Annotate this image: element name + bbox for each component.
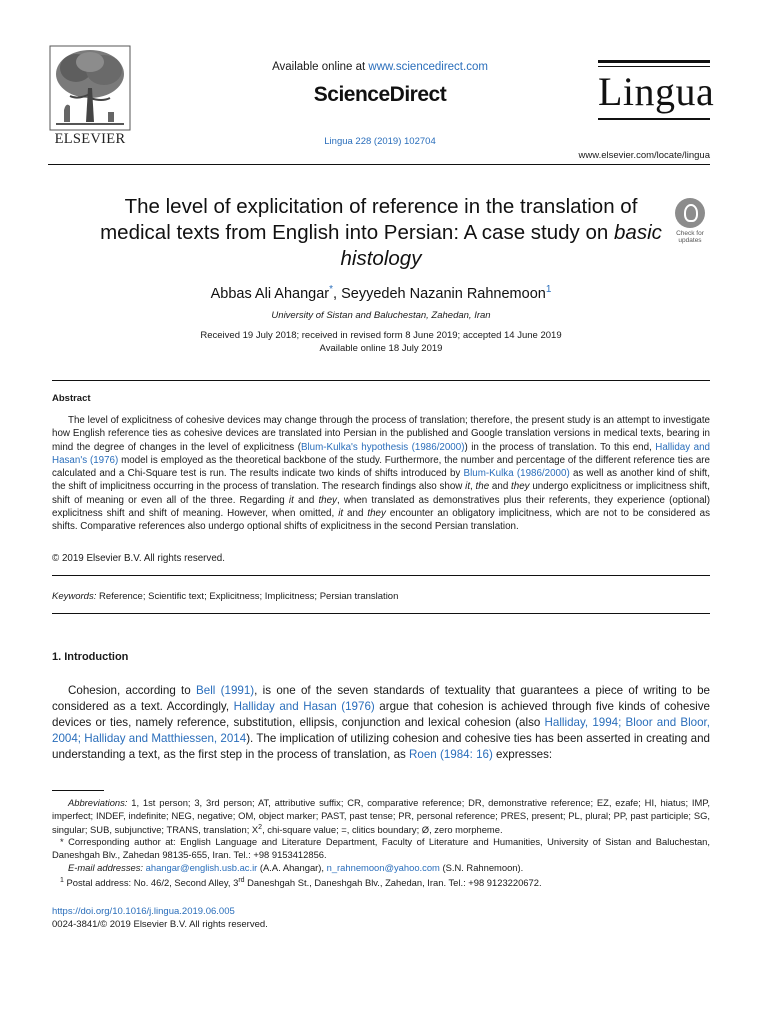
masthead-rule-top: [598, 60, 710, 63]
footnote-mark: *: [60, 836, 64, 847]
email-link[interactable]: ahangar@english.usb.ac.ir: [145, 862, 258, 873]
postal-footnote: [52, 875, 710, 890]
abstract-heading: Abstract: [52, 393, 91, 404]
abstract-top-rule: [52, 380, 710, 381]
abstract-italic: they: [511, 481, 530, 493]
footnote-span: (S.N. Rahnemoon).: [439, 862, 524, 873]
body-span: Cohesion, according to: [68, 684, 197, 697]
abstract-bottom-rule: [52, 613, 710, 614]
author-name: Seyyedeh Nazanin Rahnemoon: [341, 285, 546, 302]
title-italic: basic histology: [340, 221, 662, 270]
abstract-copyright: © 2019 Elsevier B.V. All rights reserved.: [52, 553, 225, 564]
footnote-span: (A.A. Ahangar),: [257, 862, 327, 873]
footnote-rule: [52, 790, 104, 791]
journal-url[interactable]: www.elsevier.com/locate/lingua: [578, 150, 710, 161]
issn-copyright: 0024-3841/© 2019 Elsevier B.V. All rights reserved.: [52, 919, 268, 930]
abstract-italic: it: [338, 508, 344, 520]
publisher-name: ELSEVIER: [54, 131, 126, 147]
abstract-italic: the: [475, 481, 490, 493]
volume-citation[interactable]: Lingua 228 (2019) 102704: [324, 136, 436, 147]
footnote-span: Corresponding author at: English Language and Literature Department, Faculty of Literature and Humanities, University of Sistan and Baluchestan, Daneshgah Blv., Zahedan 98135-655, Iran. Tel.: +98 9153412856.: [52, 836, 710, 860]
abstract-text: [52, 414, 710, 534]
received-dates: Received 19 July 2018; received in revised form 8 June 2019; accepted 14 June 2019: [200, 330, 562, 341]
citation-link[interactable]: Bell (1991): [196, 684, 255, 697]
abstract-span: and: [343, 508, 368, 520]
keywords-label: Keywords:: [52, 591, 97, 602]
citation-link[interactable]: Halliday and Hasan's (1976): [52, 441, 710, 466]
footnote-span: Daneshgah St., Daneshgah Blv., Zahedan, Iran. Tel.: +98 9123220672.: [244, 877, 542, 889]
author-name: Abbas Ali Ahangar: [210, 285, 330, 302]
footnote-span: , chi-square value; =, clitics boundary; Ø, zero morpheme.: [262, 824, 503, 836]
title-text: The level of explicitation of reference in the translation of medical texts from English into Persian: A case study on: [100, 195, 638, 244]
abstract-span: model is employed as the theoretical backbone of the study. Furthermore, the number and percentage of the different reference ties are calculated and a Chi-Square test is run. The results indicate two kinds of shifts introduced by: [52, 454, 710, 480]
abstract-span: ,: [470, 481, 476, 493]
abstract-mid-rule: [52, 575, 710, 576]
citation-link[interactable]: Halliday, 1994; Bloor and Bloor, 2004; Halliday and Matthiessen, 2014: [52, 716, 710, 745]
sciencedirect-brand: ScienceDirect: [313, 83, 447, 106]
footnote-mark[interactable]: 1: [545, 284, 552, 295]
footnote-span: 1, 1st person; 3, 3rd person; AT, attributive suffix; CR, comparative reference; DR, demonstrative reference; EZ, ezafe; HI, hiatus; IMP, imperfect; INDEF, indefinite; NEG, negative; OM, object marker; PAST, past tense; PR, personal reference; PRES, present; PL, plural; PP, past participle; SG, singular; SUB, subjunctive; TRANS, translation; X: [52, 797, 710, 836]
section-heading: 1. Introduction: [52, 651, 129, 663]
available-prefix: Available online at: [272, 61, 369, 73]
citation-link[interactable]: Roen (1984: 16): [409, 748, 493, 761]
journal-name: Lingua: [598, 69, 715, 114]
journal-masthead: [598, 60, 715, 120]
sciencedirect-link[interactable]: www.sciencedirect.com: [368, 61, 488, 73]
corresponding-mark[interactable]: *: [329, 284, 334, 295]
author-list: [90, 284, 672, 302]
abstract-italic: it: [465, 481, 471, 493]
abstract-span: The level of explicitness of cohesive devices may change through the process of translation; therefore, the present study is an attempt to investigate how English reference ties as cohesive devices are translated into Persian in the published and Google translation versions in medical texts, bearing in mind the degree of changes in the level of explicitness (: [52, 415, 710, 453]
keywords: [52, 591, 398, 602]
footnote-span: Postal address: No. 46/2, Second Alley, 3: [63, 877, 239, 889]
abbreviations-label: Abbreviations:: [68, 797, 128, 808]
citation-link[interactable]: Blum-Kulka (1986/2000): [463, 468, 570, 480]
footnote-sup: 1: [60, 877, 64, 884]
masthead-rule-bottom: [598, 118, 710, 120]
abstract-span: and: [489, 481, 512, 493]
article-dates: [90, 329, 672, 355]
check-for-updates-button[interactable]: [668, 198, 712, 244]
abstract-italic: they: [318, 494, 337, 506]
footnote-sup: 2: [258, 824, 263, 832]
abstract-span: and: [293, 494, 319, 506]
abstract-italic: it: [288, 494, 294, 506]
abbreviations-footnote: [52, 797, 710, 837]
abstract-span: encounter an obligatory implicitness, which are not to be considered as shifts. Comparative references also undergo optional shifts of explicitness in the second Persian translation.: [52, 508, 710, 533]
email-link[interactable]: n_rahnemoon@yahoo.com: [326, 862, 440, 873]
bookmark-icon: [675, 198, 705, 228]
email-footnote: [52, 862, 710, 875]
email-label: E-mail addresses:: [68, 862, 144, 873]
keywords-text: Reference; Scientific text; Explicitness; Implicitness; Persian translation: [96, 591, 399, 602]
abstract-span: as well as another kind of shift, the shift of implicitness occurring in the process of translation. The research findings also show: [52, 468, 710, 493]
body-span: argue that cohesion is achieved through five kinds of cohesive devices or ties, namely reference, substitution, ellipsis, conjunction and lexical cohesion (also: [52, 700, 711, 729]
body-span: , is one of the seven standards of textuality that guarantees a piece of writing to be considered as a text. Accordingly,: [52, 684, 710, 713]
masthead-rule-thin: [598, 66, 710, 67]
citation-link[interactable]: Blum-Kulka's hypothesis (1986/2000): [300, 441, 465, 453]
abstract-italic: they: [367, 508, 386, 520]
abstract-span: , when translated as demonstratives plus their referents, they experience (optional) explicitness shift and shift of meaning. However, when omitted,: [52, 494, 710, 520]
author-separator: ,: [333, 285, 342, 302]
footnote-sup: rd: [238, 877, 245, 884]
doi-link[interactable]: https://doi.org/10.1016/j.lingua.2019.06.005: [52, 906, 235, 917]
check-updates-label: Check for updates: [676, 230, 704, 244]
abstract-span: ) in the process of translation. To this end,: [464, 441, 656, 453]
online-date: Available online 18 July 2019: [319, 343, 443, 354]
header-rule: [48, 164, 710, 165]
affiliation: University of Sistan and Baluchestan, Zahedan, Iran: [271, 310, 491, 321]
abstract-span: undergo explicitness or implicitness shift, shift of meaning or even all of the three. Regarding: [52, 481, 710, 506]
tree-icon: [48, 44, 132, 132]
body-span: expresses:: [492, 748, 553, 761]
body-span: ). The implication of utilizing cohesion and cohesive ties has been asserted in creating and understanding a text, as the first step in the process of translation, as: [52, 732, 710, 761]
corresponding-footnote: [52, 836, 710, 861]
article-title: [90, 194, 672, 272]
citation-link[interactable]: Halliday and Hasan (1976): [233, 700, 375, 713]
body-paragraph: [52, 683, 710, 763]
available-online: [180, 61, 580, 73]
